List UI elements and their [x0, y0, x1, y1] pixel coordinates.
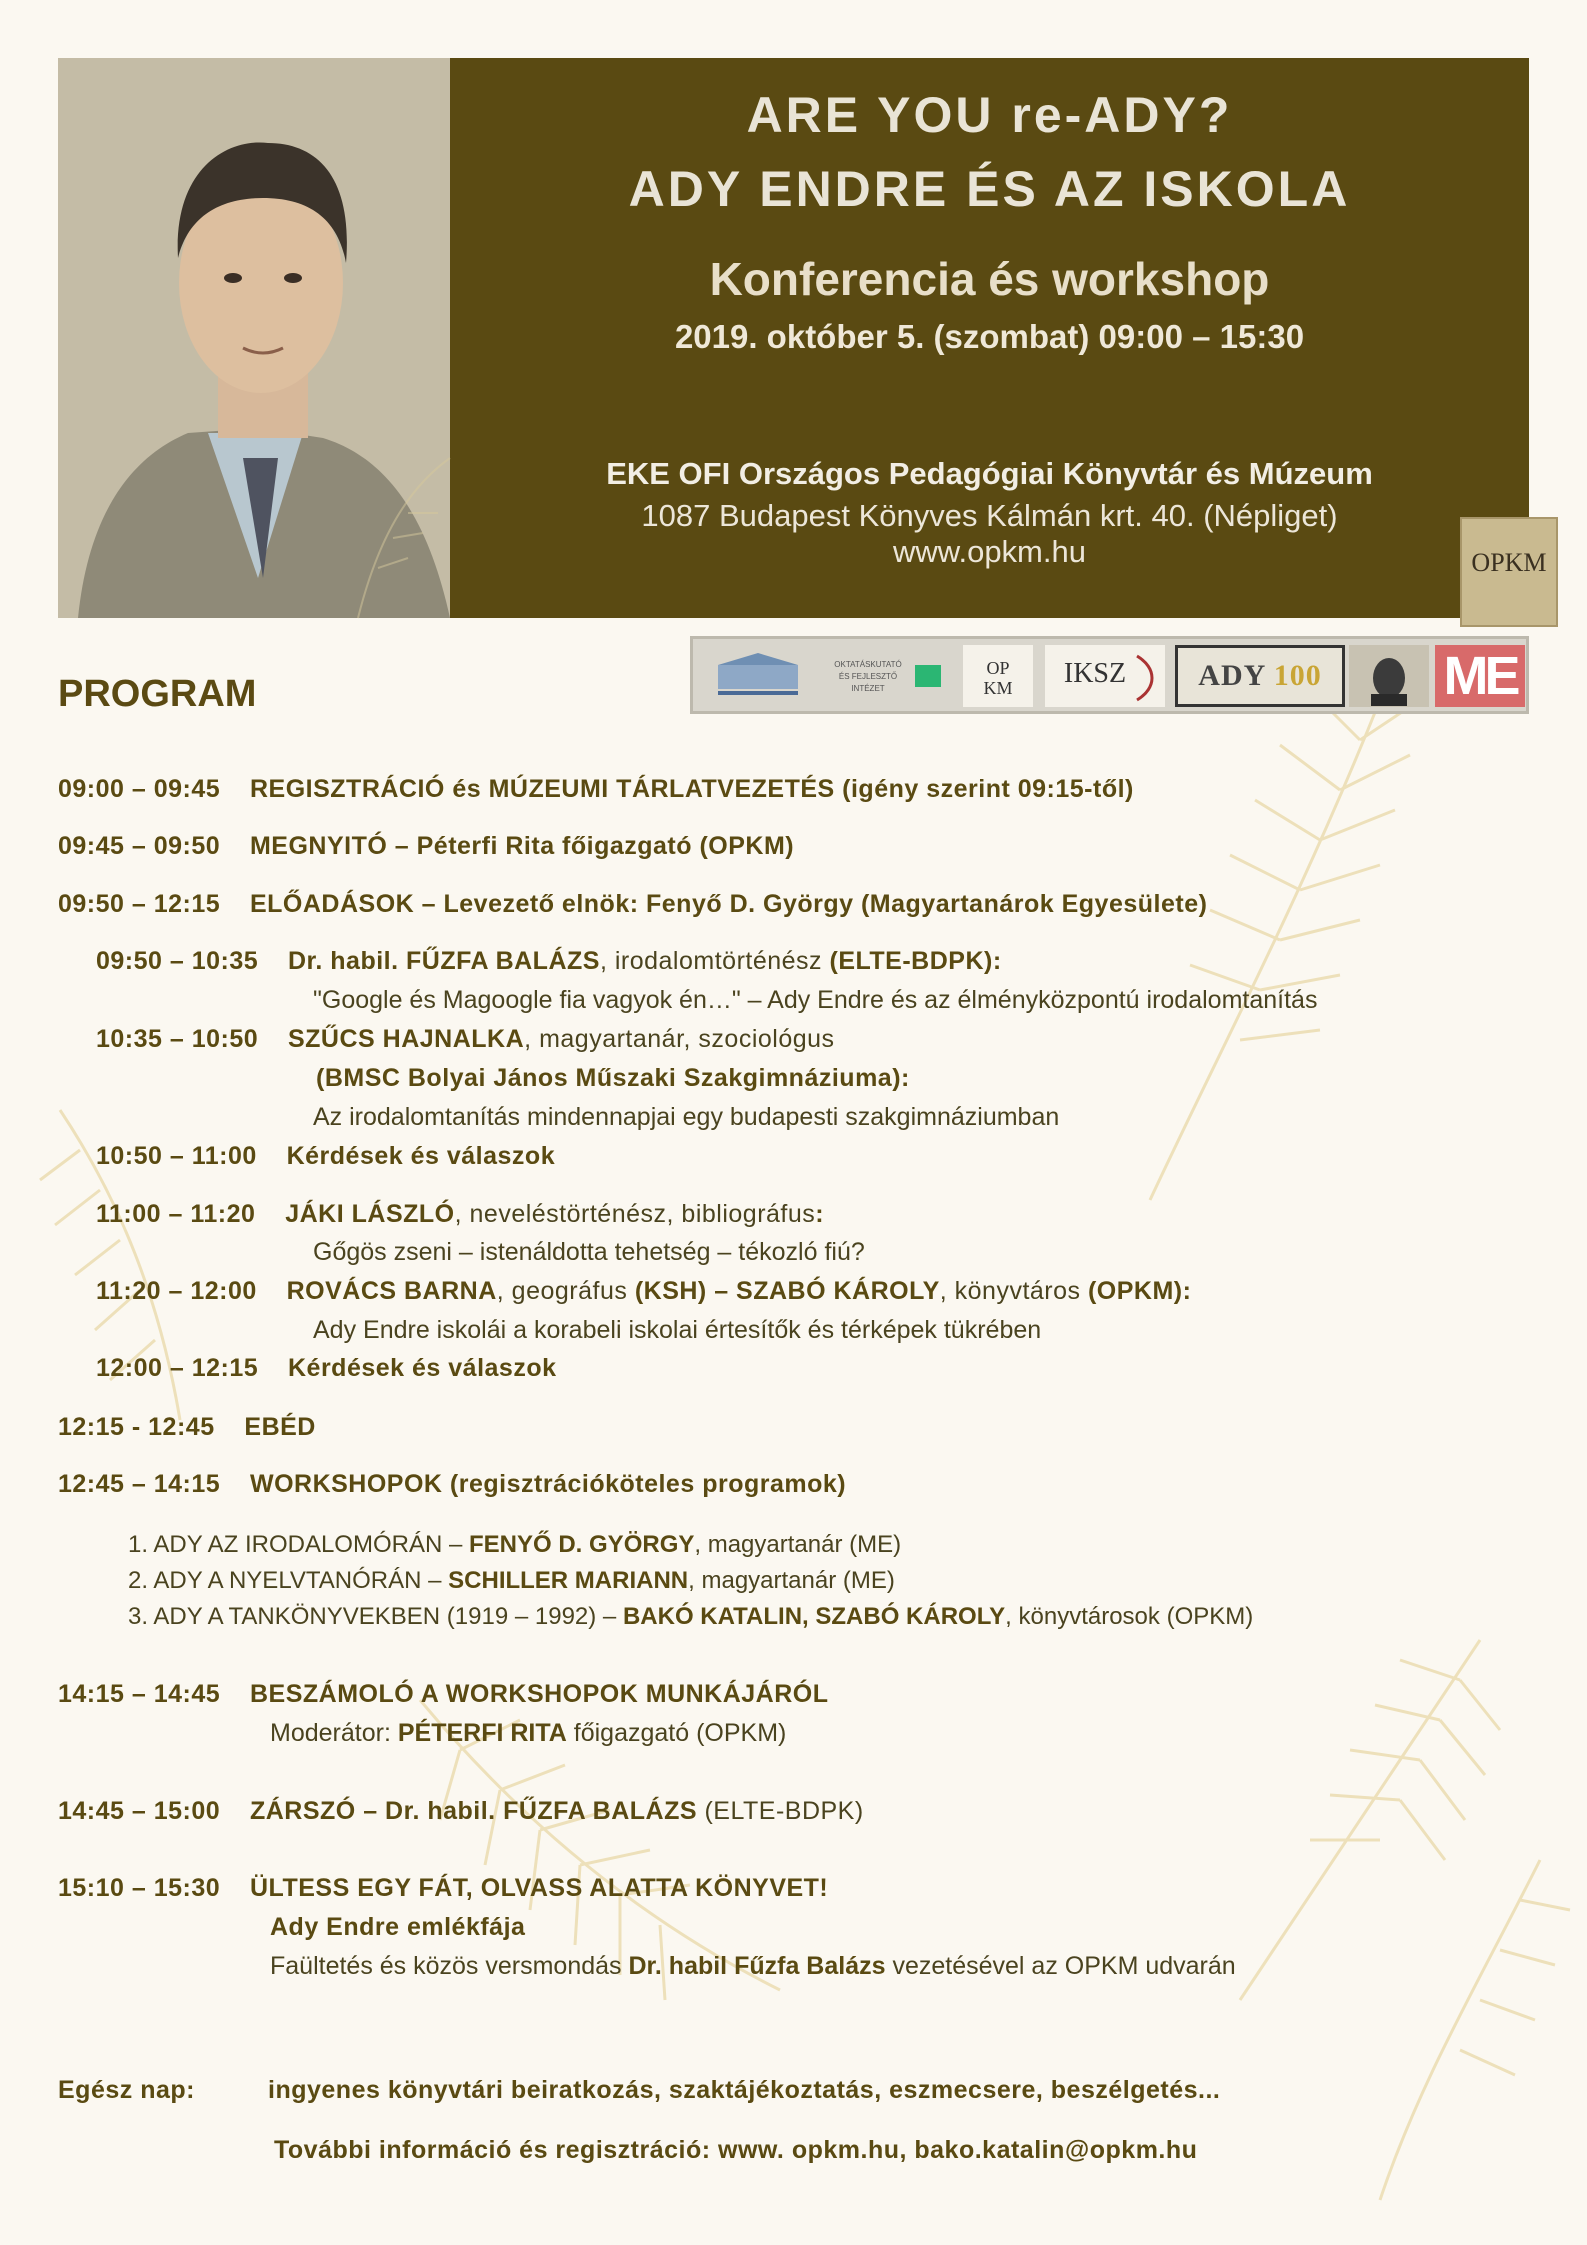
row-text: BESZÁMOLÓ A WORKSHOPOK MUNKÁJÁRÓL [249, 1680, 829, 1708]
speaker-org: (KSH) – SZABÓ KÁROLY [634, 1277, 940, 1305]
row-text: EBÉD [244, 1413, 316, 1441]
workshop-leader: BAKÓ KATALIN, SZABÓ KÁROLY [622, 1603, 1006, 1630]
event-title-line2: ADY ENDRE ÉS AZ ISKOLA [628, 161, 1351, 217]
svg-text:ÉS FEJLESZTŐ: ÉS FEJLESZTŐ [838, 672, 898, 681]
iksz-logo [1045, 645, 1165, 707]
svg-text:INTÉZET: INTÉZET [851, 684, 885, 693]
session-szucs [96, 1025, 835, 1054]
session-szucs-title: Az irodalomtanítás mindennapjai egy budapesti szakgimnáziumban [313, 1103, 1060, 1131]
ady-portrait-logo [1349, 645, 1429, 707]
row-text: Kérdések és válaszok [286, 1142, 556, 1170]
tree-desc-text: vezetésével az OPKM udvarán [885, 1952, 1236, 1980]
session-szucs-org: (BMSC Bolyai János Műszaki Szakgimnáziuma): [316, 1064, 910, 1092]
row-time: 12:00 – 12:15 [96, 1354, 259, 1382]
program-row-report [58, 1680, 829, 1709]
tree-description [270, 1952, 1236, 1981]
info-registration[interactable]: További információ és regisztráció: www. opkm.hu, bako.katalin@opkm.hu [274, 2136, 1198, 2164]
me-logo: ME [1435, 645, 1525, 707]
program-row-workshops [58, 1470, 846, 1499]
allday-label: Egész nap: [58, 2076, 195, 2104]
moderator-role: főigazgató (OPKM) [566, 1719, 787, 1747]
row-org: (ELTE-BDPK) [697, 1797, 864, 1825]
row-text: ELŐADÁSOK – Levezető elnök: Fenyő D. György (Magyartanárok Egyesülete) [249, 890, 1208, 918]
event-website[interactable]: www.opkm.hu [893, 534, 1086, 569]
session-jaki [96, 1200, 824, 1229]
ofi-logo [821, 645, 951, 707]
header-banner [58, 58, 1547, 618]
portrait-photo [58, 58, 450, 618]
workshop-title: 1. ADY AZ IRODALOMÓRÁN – [128, 1531, 469, 1558]
row-time: 12:15 - 12:45 [58, 1413, 215, 1441]
workshop-title: 3. ADY A TANKÖNYVEKBEN (1919 – 1992) – [128, 1603, 623, 1630]
speaker-org: (OPKM): [1087, 1277, 1192, 1305]
row-text: REGISZTRÁCIÓ és MÚZEUMI TÁRLATVEZETÉS (igény szerint 09:15-től) [249, 775, 1134, 803]
row-time: 10:35 – 10:50 [96, 1025, 259, 1053]
row-time: 11:00 – 11:20 [96, 1200, 256, 1228]
row-time: 09:50 – 10:35 [96, 947, 259, 975]
session-rovacs-title: Ady Endre iskolái a korabeli iskolai értesítők és térképek tükrében [313, 1316, 1042, 1344]
svg-text:KM: KM [983, 678, 1013, 698]
program-row-closing [58, 1797, 864, 1826]
row-time: 14:45 – 15:00 [58, 1797, 221, 1825]
speaker-name: SZŰCS HAJNALKA [287, 1025, 525, 1053]
partner-logos [690, 636, 1529, 714]
tree-desc-text: Faültetés és közös versmondás [270, 1952, 629, 1980]
allday-text: ingyenes könyvtári beiratkozás, szaktájékoztatás, eszmecsere, beszélgetés... [268, 2076, 1221, 2104]
session-fuzfa-title: "Google és Magoogle fia vagyok én…" – Ady Endre és az élményközpontú irodalomtanítás [313, 986, 1318, 1014]
event-title-line1: ARE YOU re-ADY? [746, 87, 1233, 143]
event-subtitle: Konferencia és workshop [709, 253, 1270, 305]
speaker-role: , könyvtáros [939, 1277, 1088, 1305]
event-address: 1087 Budapest Könyves Kálmán krt. 40. (Népliget) [641, 498, 1338, 533]
workshop-item-1 [128, 1531, 901, 1559]
moderator-label: Moderátor: [270, 1719, 398, 1747]
row-text: ZÁRSZÓ – Dr. habil. FŰZFA BALÁZS [249, 1797, 698, 1825]
svg-text:OP: OP [986, 658, 1010, 678]
svg-text:OKTATÁSKUTATÓ: OKTATÁSKUTATÓ [834, 660, 902, 669]
row-time: 09:50 – 12:15 [58, 890, 221, 918]
workshop-role: , könyvtárosok (OPKM) [1005, 1603, 1254, 1630]
program-row-lectures [58, 890, 1207, 919]
row-time: 14:15 – 14:45 [58, 1680, 221, 1708]
event-venue: EKE OFI Országos Pedagógiai Könyvtár és Múzeum [606, 456, 1373, 491]
workshop-leader: FENYŐ D. GYÖRGY [469, 1531, 695, 1558]
building-logo [703, 645, 813, 707]
speaker-role: , irodalomtörténész [599, 947, 830, 975]
session-qa-2 [96, 1354, 557, 1383]
row-text: WORKSHOPOK (regisztrációköteles programok) [249, 1470, 847, 1498]
opkm-logo [963, 645, 1033, 707]
row-text: Kérdések és válaszok [287, 1354, 557, 1382]
session-qa-1 [96, 1142, 555, 1171]
banner-text-area [450, 58, 1529, 618]
speaker-colon: : [815, 1200, 825, 1228]
svg-text:OPKM: OPKM [1471, 548, 1547, 577]
speaker-name: Dr. habil. FŰZFA BALÁZS [287, 947, 600, 975]
moderator-name: PÉTERFI RITA [397, 1719, 567, 1747]
speaker-role: , neveléstörténész, bibliográfus [454, 1200, 816, 1228]
program-row-registration [58, 775, 1134, 804]
workshop-leader: SCHILLER MARIANN [448, 1567, 689, 1594]
row-time: 12:45 – 14:15 [58, 1470, 221, 1498]
report-moderator [270, 1719, 786, 1748]
session-rovacs-szabo [96, 1277, 1191, 1306]
program-row-tree [58, 1874, 828, 1903]
program-heading: PROGRAM [58, 673, 257, 715]
tree-desc-name: Dr. habil Fűzfa Balázs [628, 1952, 886, 1980]
program-row-lunch [58, 1413, 316, 1442]
row-time: 09:45 – 09:50 [58, 832, 221, 860]
workshop-title: 2. ADY A NYELVTANÓRÁN – [128, 1567, 449, 1594]
row-time: 15:10 – 15:30 [58, 1874, 221, 1902]
row-text: MEGNYITÓ – Péterfi Rita főigazgató (OPKM) [249, 832, 795, 860]
row-text: ÜLTESS EGY FÁT, OLVASS ALATTA KÖNYVET! [249, 1874, 829, 1902]
speaker-name: ROVÁCS BARNA [286, 1277, 497, 1305]
session-fuzfa [96, 947, 1002, 976]
speaker-org: (ELTE-BDPK): [829, 947, 1002, 975]
speaker-name: JÁKI LÁSZLÓ [285, 1200, 455, 1228]
row-time: 10:50 – 11:00 [96, 1142, 257, 1170]
workshop-role: , magyartanár (ME) [694, 1531, 902, 1558]
speaker-role: , magyartanár, szociológus [524, 1025, 835, 1053]
opkm-badge-logo [1460, 517, 1558, 627]
ady100-logo: ADY 100 [1175, 645, 1345, 707]
tree-subtitle: Ady Endre emlékfája [270, 1913, 526, 1941]
workshop-item-3 [128, 1603, 1253, 1631]
session-jaki-title: Gőgös zseni – istenáldotta tehetség – tékozló fiú? [313, 1238, 865, 1266]
row-time: 11:20 – 12:00 [96, 1277, 257, 1305]
svg-text:IKSZ: IKSZ [1063, 658, 1127, 689]
program-row-opening [58, 832, 794, 861]
row-time: 09:00 – 09:45 [58, 775, 221, 803]
workshop-role: , magyartanár (ME) [688, 1567, 895, 1594]
workshop-item-2 [128, 1567, 895, 1595]
speaker-role: , geográfus [496, 1277, 635, 1305]
event-date: 2019. október 5. (szombat) 09:00 – 15:30 [674, 318, 1305, 355]
